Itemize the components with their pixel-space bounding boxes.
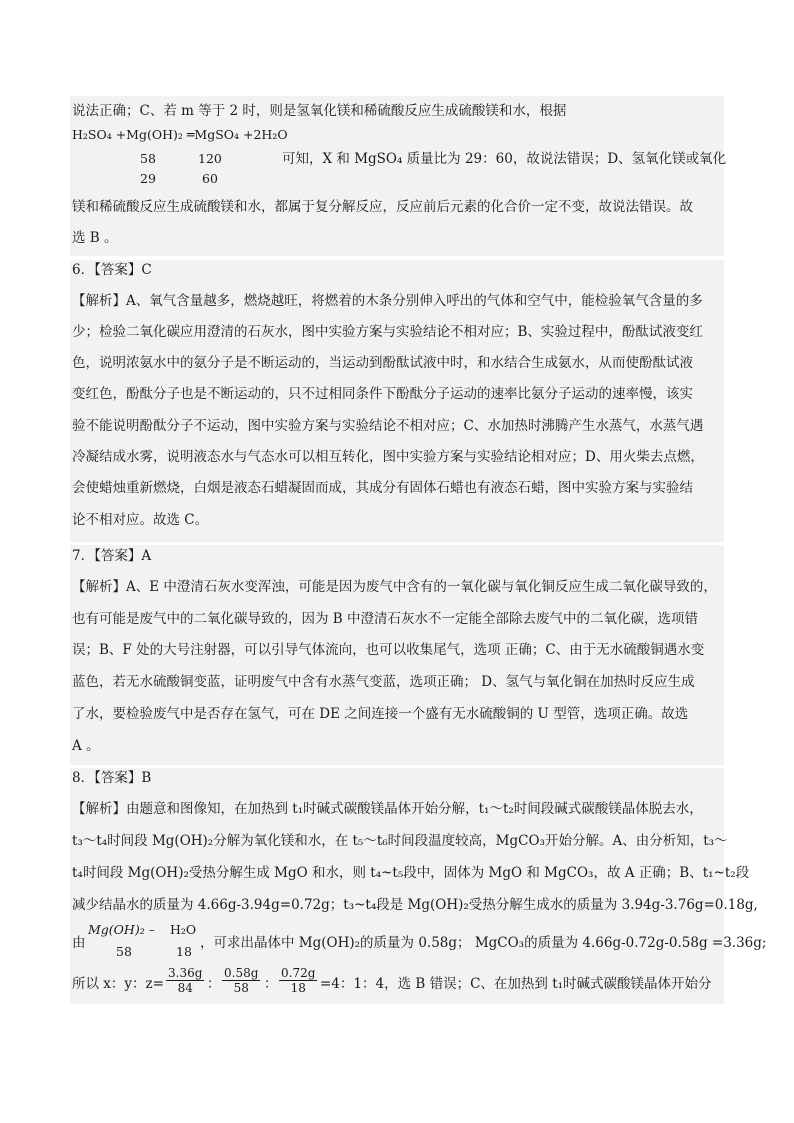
sec8-line5: ，可求出晶体中 Mg(OH)₂的质量为 0.58g； MgCO₃的质量为 4.66g-0.72g-0.58g =3.36g; (200, 935, 767, 951)
fraction-numerator: 0.58g (224, 966, 259, 980)
sec8-heading: 8．【答案】B (72, 770, 152, 786)
sec8-colon-1: ： (207, 976, 221, 992)
sec5-line4: 选 B 。 (72, 230, 118, 246)
sec5-num-120: 120 (198, 151, 222, 166)
sec6-line: 冷凝结成水雾，说明液态水与气态水可以相互转化，图中实验方案与实验结论相对应；D、用火柴去点燃， (72, 449, 704, 465)
sec6-line: 少；检验二氧化碳应用澄清的石灰水，图中实验方案与实验结论不相对应；B、实验过程中，酚酞试液变红 (72, 324, 703, 340)
sec8-line: t₄时间段 Mg(OH)₂受热分解生成 MgO 和水，则 t₄~t₅段中，固体为 MgO 和 MgCO₃，故 A 正确；B、t₁~t₂段 (72, 865, 750, 881)
sec5-num-29: 29 (140, 171, 156, 186)
sec8-fraction-1 (166, 966, 204, 996)
sec6-line: 【解析】A、氧气含量越多，燃烧越旺，将燃着的木条分别伸入呼出的气体和空气中，能检验氧气含量的多 (72, 293, 703, 309)
sec7-line: 误；B、F 处的大号注射器，可以引导气体流向，也可以收集尾气，选项 正确；C、由于无水硫酸铜遇水变 (72, 642, 705, 658)
sec6-line: 论不相对应。故选 C。 (72, 512, 209, 528)
sec5-line1: 说法正确；C、若 m 等于 2 时，则是氢氧化镁和稀硫酸反应生成硫酸镁和水，根据 (72, 103, 567, 119)
sec8-fraction-3 (279, 966, 317, 996)
sec6-line: 变红色，酚酞分子也是不断运动的，只不过相同条件下酚酞分子运动的速率比氨分子运动的速率慢，该实 (72, 386, 693, 402)
fraction-numerator: 3.36g (168, 966, 203, 980)
sec8-num-18: 18 (176, 944, 192, 959)
fraction-denominator: 84 (177, 981, 193, 995)
sec7-line: 蓝色，若无水硫酸铜变蓝，证明废气中含有水蒸气变蓝，选项正确； D、氢气与氧化铜在加热时反应生成 (72, 674, 695, 690)
sec5-equation: H₂SO₄ +Mg(OH)₂ ═MgSO₄ +2H₂O (72, 127, 288, 142)
fraction-denominator: 58 (233, 981, 249, 995)
sec7-line: 【解析】A、E 中澄清石灰水变浑浊，可能是因为废气中含有的一氧化碳与氧化铜反应生成二氧化碳导致的， (72, 579, 717, 595)
sec8-fraction-2 (222, 966, 260, 996)
sec5-num-60: 60 (202, 171, 218, 186)
sec7-line: 也有可能是废气中的二氧化碳导致的，因为 B 中澄清石灰水不一定能全部除去废气中的二氧化碳，选项错 (72, 611, 699, 627)
sec8-h2o: H₂O (170, 922, 197, 937)
sec8-num-58: 58 (116, 944, 132, 959)
sec6-heading: 6．【答案】C (72, 262, 152, 278)
fraction-numerator: 0.72g (281, 966, 316, 980)
sec8-line: t₃～t₄时间段 Mg(OH)₂分解为氧化镁和水，在 t₅～t₆时间段温度较高，MgCO₃开始分解。A、由分析知，t₃～ (72, 833, 728, 849)
sec8-tail: =4：1：4，选 B 错误；C、在加热到 t₁时碱式碳酸镁晶体开始分 (320, 976, 712, 992)
sec5-block (70, 96, 727, 256)
fraction-denominator: 18 (290, 981, 306, 995)
sec7-line: A 。 (72, 738, 100, 754)
sec5-line3: 镁和稀硫酸反应生成硫酸镁和水，都属于复分解反应，反应前后元素的化合价一定不变，故说法错误。故 (72, 199, 693, 215)
sec8-mgoh2: Mg(OH)₂ – (88, 922, 155, 937)
sec6-line: 色，说明浓氨水中的氨分子是不断运动的，当运动到酚酞试液中时，和水结合生成氨水，从而使酚酞试液 (72, 355, 693, 371)
sec8-line: 减少结晶水的质量为 4.66g-3.94g=0.72g；t₃~t₄段是 Mg(OH)₂受热分解生成水的质量为 3.94g-3.76g=0.18g, (72, 897, 758, 913)
sec8-line: 【解析】由题意和图像知，在加热到 t₁时碱式碳酸镁晶体开始分解，t₁～t₂时间段碱式碳酸镁晶体脱去水， (72, 801, 703, 817)
sec8-colon-2: ： (264, 976, 278, 992)
sec5-num-58: 58 (140, 151, 156, 166)
sec6-line: 验不能说明酚酞分子不运动，图中实验方案与实验结论不相对应；C、水加热时沸腾产生水蒸气，水蒸气遇 (72, 418, 704, 434)
sec7-line: 了水，要检验废气中是否存在氢气，可在 DE 之间连接一个盛有无水硫酸铜的 U 型管，选项正确。故选 (72, 706, 689, 722)
sec7-heading: 7．【答案】A (72, 548, 152, 564)
sec6-line: 会使蜡烛重新燃烧，白烟是液态石蜡凝固而成，其成分有固体石蜡也有液态石蜡，图中实验方案与实验结 (72, 480, 693, 496)
sec5-line2: 可知，X 和 MgSO₄ 质量比为 29：60，故说法错误；D、氢氧化镁或氧化 (282, 151, 727, 167)
sec8-you: 由 (72, 935, 86, 951)
sec8-xyz: 所以 x：y：z= (72, 976, 164, 992)
